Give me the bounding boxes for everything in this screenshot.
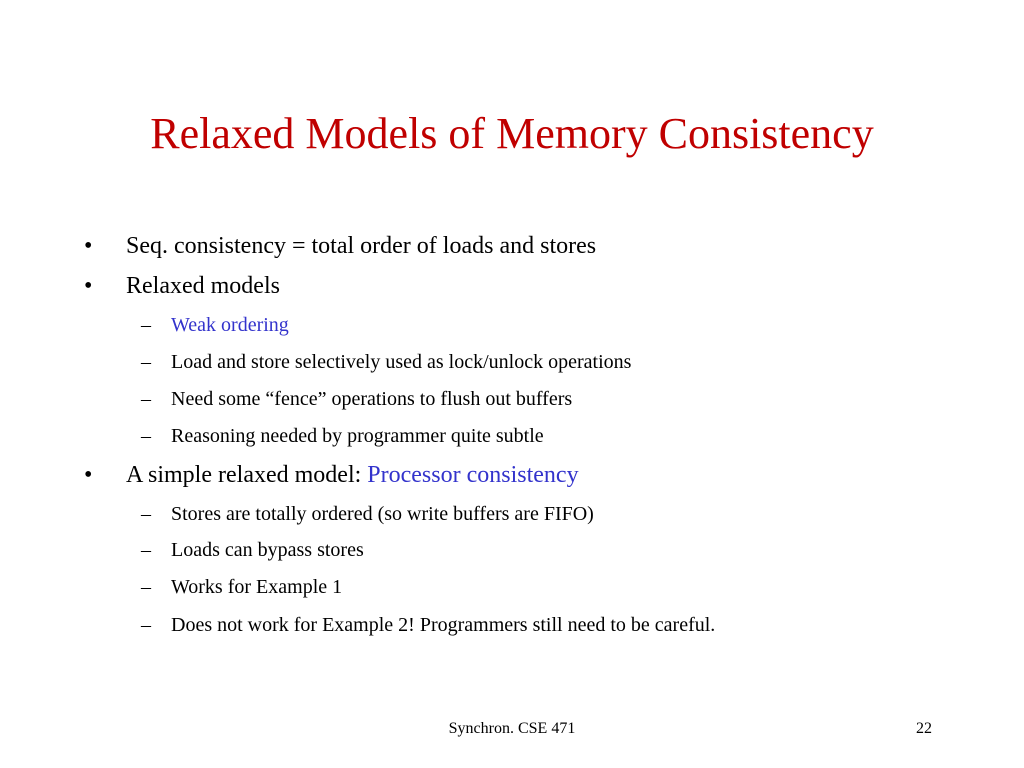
sub-bullet-text: Need some “fence” operations to flush out buffers [171, 388, 573, 410]
sub-bullet-text: Does not work for Example 2! Programmers still need to be careful. [171, 614, 716, 636]
sub-bullet-text: Loads can bypass stores [171, 539, 364, 561]
sub-bullet-text: Stores are totally ordered (so write buffers are FIFO) [171, 503, 594, 525]
sub-bullet-item [141, 312, 289, 338]
footer-course-label: Synchron. CSE 471 [448, 720, 576, 737]
sub-bullet-marker: – [141, 576, 151, 598]
sub-bullet-marker: – [141, 314, 151, 336]
bullet-item [84, 231, 596, 261]
sub-bullet-text: Reasoning needed by programmer quite subtle [171, 425, 544, 447]
bullet-item [84, 460, 579, 490]
sub-bullet-item [141, 574, 342, 600]
bullet-text: Seq. consistency = total order of loads and stores [126, 233, 597, 259]
bullet-marker: • [84, 462, 93, 488]
sub-bullet-item [141, 423, 544, 449]
sub-bullet-marker: – [141, 614, 151, 636]
sub-bullet-marker: – [141, 388, 151, 410]
sub-bullet-item [141, 612, 715, 638]
sub-bullet-marker: – [141, 425, 151, 447]
sub-bullet-marker: – [141, 351, 151, 373]
sub-bullet-marker: – [141, 503, 151, 525]
sub-bullet-text: Load and store selectively used as lock/unlock operations [171, 351, 632, 373]
bullet-marker: • [84, 233, 93, 259]
sub-bullet-item [141, 386, 572, 412]
sub-bullet-marker: – [141, 539, 151, 561]
bullet-text: A simple relaxed model: [126, 462, 368, 488]
bullet-marker: • [84, 273, 93, 299]
sub-bullet-item [141, 537, 364, 563]
bullet-text-highlighted: Processor consistency [367, 462, 579, 488]
sub-bullet-item [141, 349, 631, 375]
footer-page-number: 22 [916, 720, 932, 737]
bullet-item [84, 271, 280, 301]
sub-bullet-item [141, 501, 594, 527]
sub-bullet-text: Works for Example 1 [171, 576, 343, 598]
bullet-text: Relaxed models [126, 273, 280, 299]
sub-bullet-text-highlighted: Weak ordering [171, 314, 289, 336]
slide-title: Relaxed Models of Memory Consistency [150, 109, 874, 158]
